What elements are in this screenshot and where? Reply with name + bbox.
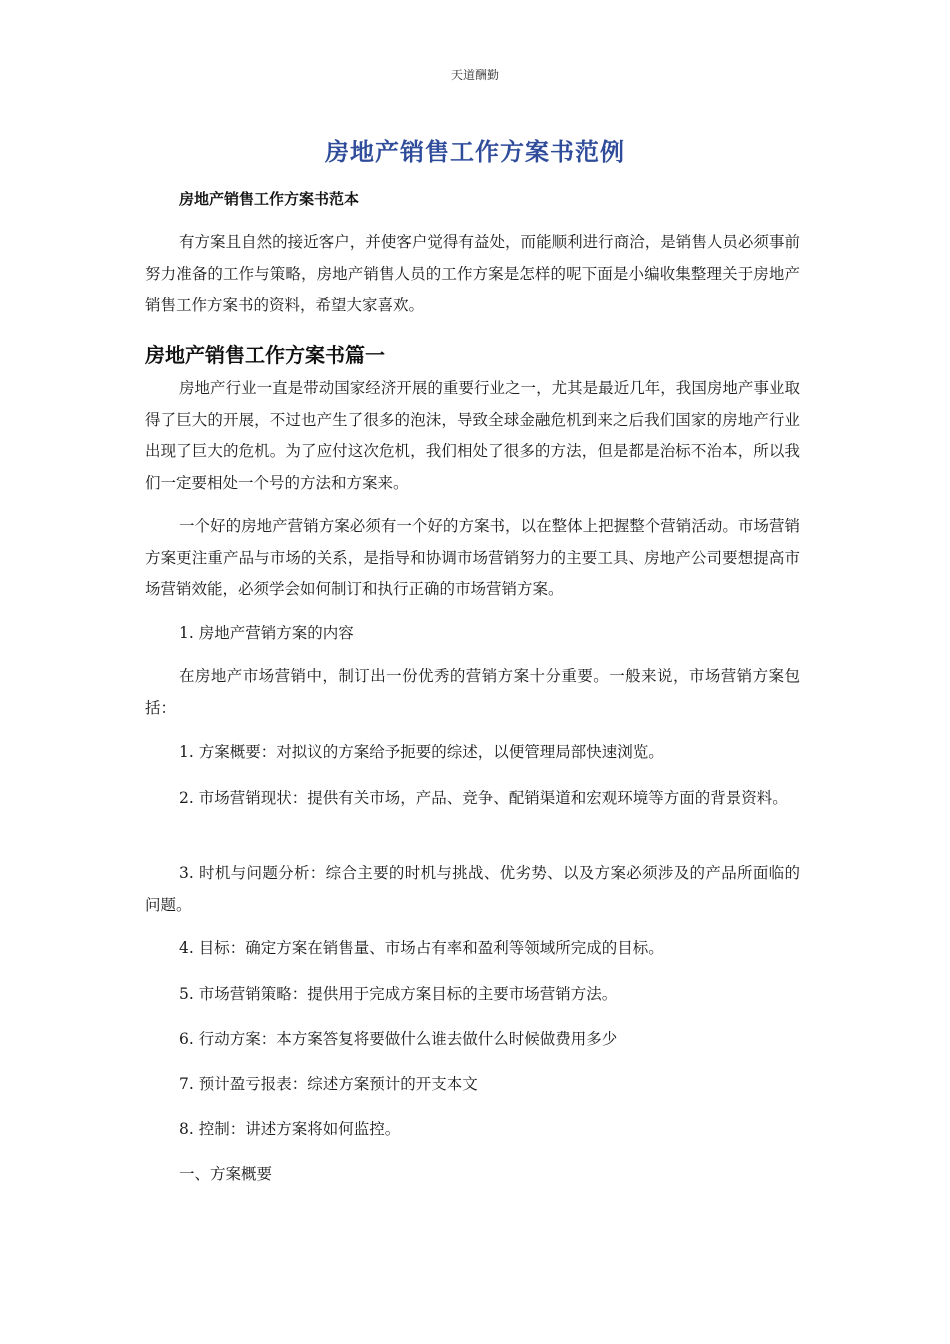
document-subtitle: 房地产销售工作方案书范本 [179, 190, 360, 208]
paragraph-2: 一个好的房地产营销方案必须有一个好的方案书，以在整体上把握整个营销活动。市场营销方案更注重产品与市场的关系，是指导和协调市场营销努力的主要工具、房地产公司要想提高市场营销效能，必须学会如何制订和执行正确的市场营销方案。 [145, 517, 800, 598]
paragraph-3: 1. 房地产营销方案的内容 [179, 624, 354, 642]
list-item: 8. 控制：讲述方案将如何监控。 [179, 1120, 401, 1138]
list-item: 6. 行动方案：本方案答复将要做什么谁去做什么时候做费用多少 [179, 1030, 618, 1048]
list-item: 7. 预计盈亏报表：综述方案预计的开支本文 [179, 1075, 478, 1093]
list-item: 3. 时机与问题分析：综合主要的时机与挑战、优劣势、以及方案必须涉及的产品所面临的问题。 [145, 864, 800, 914]
paragraph-4: 在房地产市场营销中，制订出一份优秀的营销方案十分重要。一般来说，市场营销方案包括： [145, 667, 800, 717]
document-title: 房地产销售工作方案书范例 [325, 138, 625, 166]
intro-paragraph: 有方案且自然的接近客户，并使客户觉得有益处，而能顺利进行商洽，是销售人员必须事前努力准备的工作与策略，房地产销售人员的工作方案是怎样的呢下面是小编收集整理关于房地产销售工作方案书的资料，希望大家喜欢。 [145, 233, 800, 314]
list-item: 1. 方案概要：对拟议的方案给予扼要的综述，以便管理局部快速浏览。 [179, 743, 664, 761]
section-heading: 房地产销售工作方案书篇一 [145, 343, 385, 367]
section-label: 一、方案概要 [179, 1165, 273, 1183]
paragraph-1: 房地产行业一直是带动国家经济开展的重要行业之一，尤其是最近几年，我国房地产事业取得了巨大的开展，不过也产生了很多的泡沫，导致全球金融危机到来之后我们国家的房地产行业出现了巨大的危机。为了应付这次危机，我们相处了很多的方法，但是都是治标不治本，所以我们一定要相处一个号的方法和方案来。 [145, 379, 800, 492]
list-item: 4. 目标：确定方案在销售量、市场占有率和盈利等领域所完成的目标。 [179, 939, 664, 957]
list-item: 2. 市场营销现状：提供有关市场，产品、竞争、配销渠道和宏观环境等方面的背景资料。 [179, 789, 788, 807]
page-header: 天道酬勤 [450, 68, 499, 82]
list-item: 5. 市场营销策略：提供用于完成方案目标的主要市场营销方法。 [179, 985, 618, 1003]
